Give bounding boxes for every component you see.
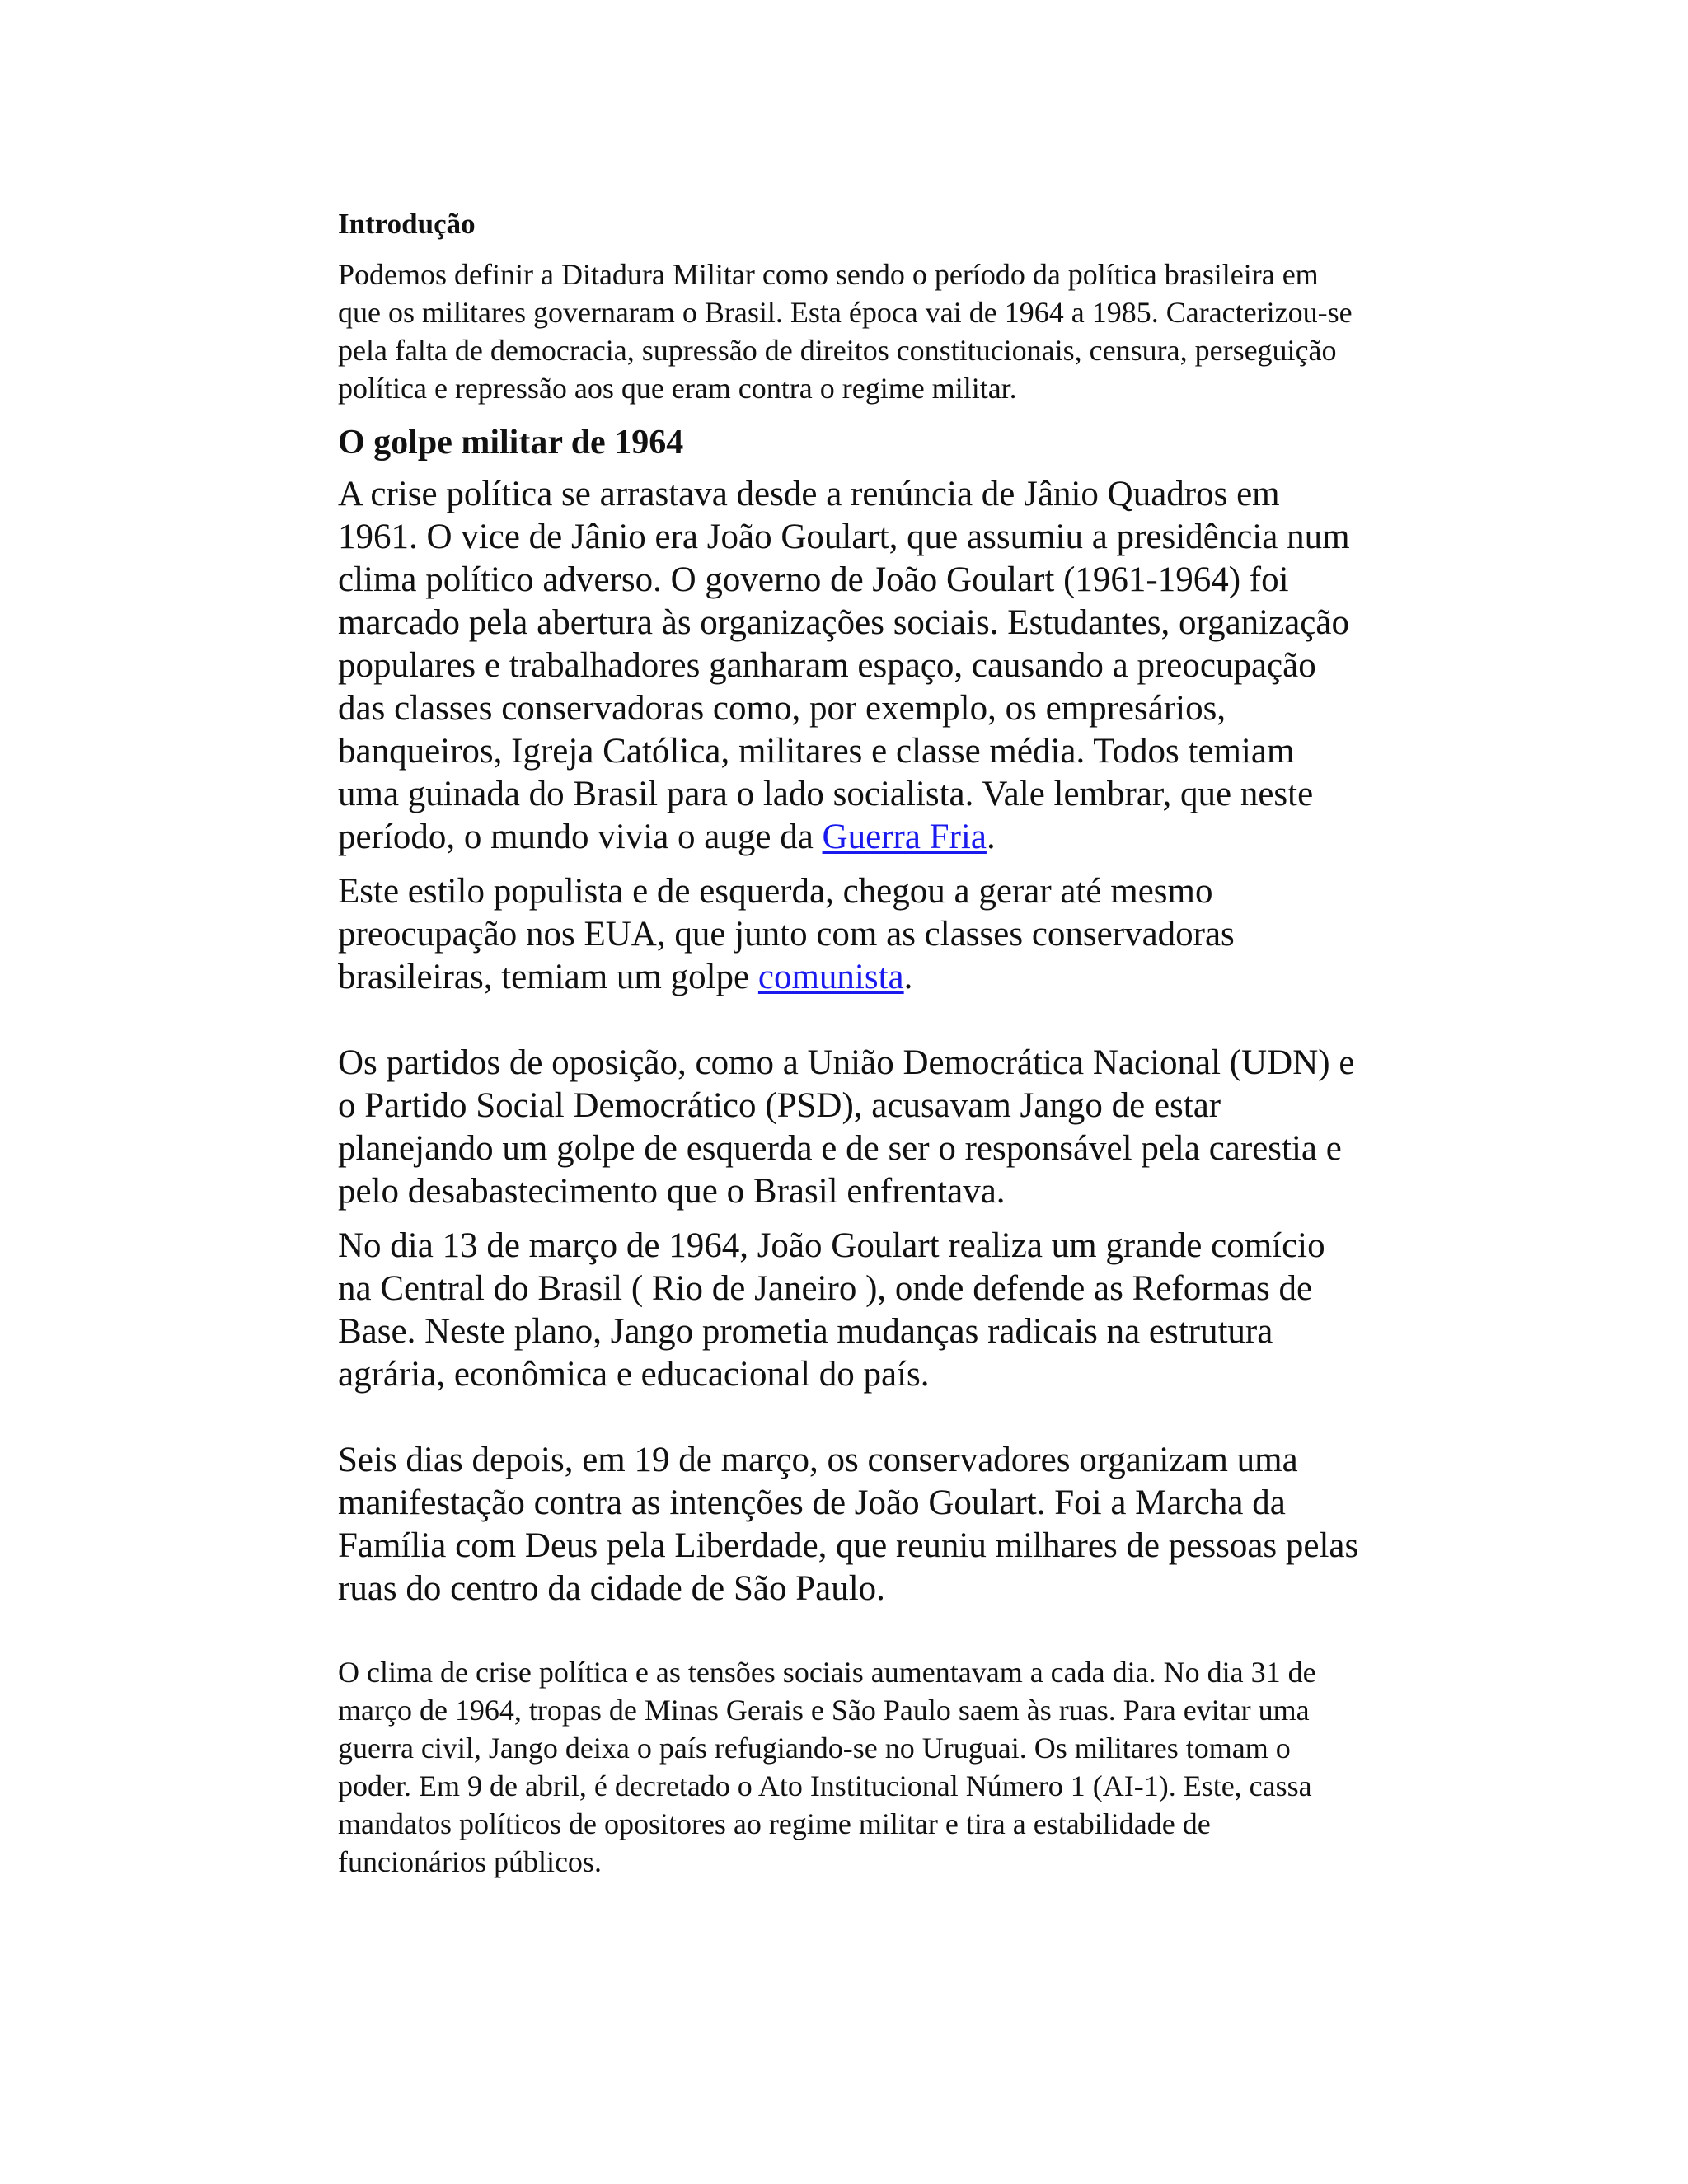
intro-heading: Introdução — [338, 208, 476, 240]
paragraph-end: . — [903, 958, 913, 996]
intro-paragraph: Podemos definir a Ditadura Militar como sendo o período da política brasileira em que os militares governaram o Brasil. Esta época vai de 1964 a 1985. Caracterizou-se pela falta de democracia, supressão de direitos constitucionais, censura, perseguição política e repressão aos que eram contra o regime militar. — [338, 258, 1353, 405]
paragraph-text: A crise política se arrastava desde a renúncia de Jânio Quadros em 1961. O vice de Jânio era João Goulart, que assumiu a presidência num clima político adverso. O governo de João Goulart (1961-1964) foi marcado pela abertura às organizações sociais. Estudantes, organização populares e trabalhadores ganharam espaço, causando a preocupação das classes conservadoras como, por exemplo, os empresários, banqueiros, Igreja Católica, militares e classe média. Todos temiam uma guinada do Brasil para o lado socialista. Vale lembrar, que neste período, o mundo vivia o auge da — [338, 475, 1350, 856]
guerra-fria-link[interactable]: Guerra Fria — [822, 818, 987, 856]
paragraph-marcha: Seis dias depois, em 19 de março, os conservadores organizam uma manifestação contra as intenções de João Goulart. Foi a Marcha da Família com Deus pela Liberdade, que reuniu milhares de pessoas pelas ruas do centro da cidade de São Paulo. — [338, 1441, 1359, 1608]
comunista-link[interactable]: comunista — [757, 958, 904, 996]
document-page — [338, 204, 1360, 1881]
paragraph-crise-politica — [338, 473, 1360, 859]
paragraph-estilo-populista — [338, 870, 1360, 999]
paragraph-comicio: No dia 13 de março de 1964, João Goulart realiza um grande comício na Central do Brasil ( Rio de Janeiro ), onde defende as Reformas de Base. Neste plano, Jango prometia mudanças radicais na estrutura agrária, econômica e educacional do país. — [338, 1226, 1325, 1394]
paragraph-partidos-oposicao: Os partidos de oposição, como a União Democrática Nacional (UDN) e o Partido Social Democrático (PSD), acusavam Jango de estar planejando um golpe de esquerda e de ser o responsável pela carestia e pelo desabastecimento que o Brasil enfrentava. — [338, 1043, 1355, 1211]
paragraph-golpe: O clima de crise política e as tensões sociais aumentavam a cada dia. No dia 31 de março de 1964, tropas de Minas Gerais e São Paulo saem às ruas. Para evitar uma guerra civil, Jango deixa o país refugiando-se no Uruguai. Os militares tomam o poder. Em 9 de abril, é decretado o Ato Institucional Número 1 (AI-1). Este, cassa mandatos políticos de opositores ao regime militar e tira a estabilidade de funcionários públicos. — [338, 1656, 1316, 1878]
paragraph-end: . — [986, 818, 996, 856]
paragraph-text: Este estilo populista e de esquerda, chegou a gerar até mesmo preocupação nos EUA, que junto com as classes conservadoras brasileiras, temiam um golpe — [338, 872, 1235, 996]
section-heading: O golpe militar de 1964 — [338, 424, 684, 462]
